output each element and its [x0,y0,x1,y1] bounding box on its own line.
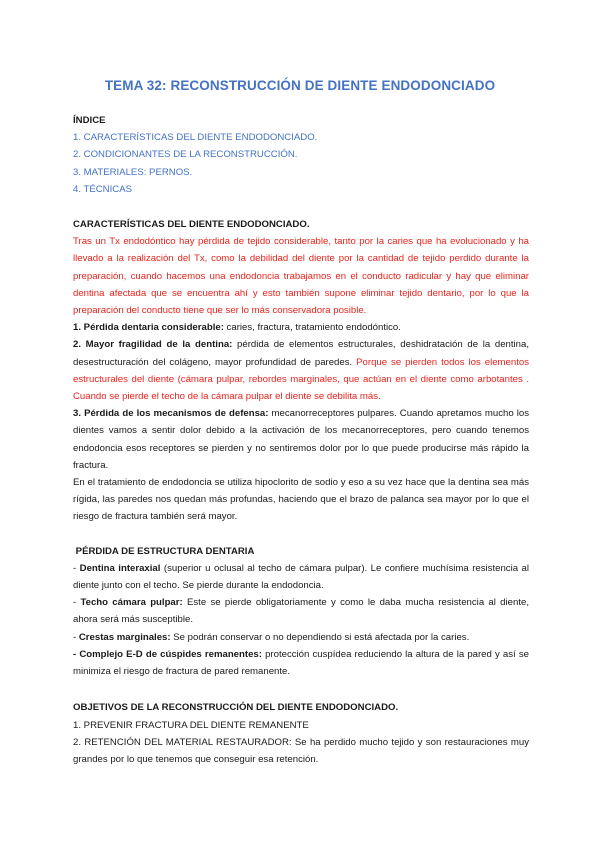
point-3-text: mecanorreceptores pulpares. Cuando apretamos mucho los dientes vamos a sentir dolor debido a la activación de los mecanorreceptores, pero cuando tenemos endodoncia esos receptores se pierden y no sentiremos dolor por lo que puede producirse más rápido la fractura. [73,408,529,471]
item-text: Se podrán conservar o no dependiendo si está afectada por la caries. [170,631,470,643]
point-2-text: pérdida de elementos estructurales, deshidratación de la dentina, desestructuración del colágeno, mayor profundidad de paredes. [73,339,529,368]
structure-loss-item [73,646,529,680]
index-item: 2. CONDICIONANTES DE LA RECONSTRUCCIÓN. [73,149,298,161]
point-3-label: 3. Pérdida de los mecanismos de defensa: [73,408,269,420]
characteristics-intro: Tras un Tx endodóntico hay pérdida de tejido considerable, tanto por la caries que ha evolucionado y ha llevado a la realización del Tx, como la debilidad del diente por la cantidad de tejido perdido durante la preparación, cuando hacemos una endodoncia trabajamos en el conducto radicular y hay que eliminar dentina afectada que se encuentra ahí y esto también supone eliminar tejido dentario, por lo que la preparación del conducto tiene que ser lo más conservadora posible. [73,236,529,317]
structure-loss-item [73,629,529,646]
item-text: (superior u oclusal al techo de cámara pulpar). Le confiere muchísima resistencia al diente junto con el techo. Se pierde durante la endodoncia. [73,562,529,592]
item-label: Crestas marginales: [78,631,171,643]
characteristics-closing: En el tratamiento de endodoncia se utiliza hipoclorito de sodio y eso a su vez hace que la dentina sea más rígida, las paredes nos quedan más profundas, haciendo que el brazo de palanca sea mayor por lo que el riesgo de fractura también será mayor. [73,477,529,523]
structure-loss-item [73,594,529,628]
index-item: 4. TÉCNICAS [73,183,133,195]
point-2 [73,336,529,405]
item-prefix: - [73,631,79,643]
structure-loss-item [73,560,529,594]
item-text: Este se pierde obligatoriamente y como le daba mucha resistencia al diente, ahora será más susceptible. [73,597,529,626]
document-body [73,112,529,768]
item-label: Techo cámara pulpar: [80,597,183,609]
structure-loss-heading-text: PÉRDIDA DE ESTRUCTURA DENTARIA [75,545,255,557]
point-1-text: caries, fractura, tratamiento endodóntico. [223,322,401,334]
objective-item: 2. RETENCIÓN DEL MATERIAL RESTAURADOR: Se ha perdido mucho tejido y son restauraciones muy grandes por lo que tenemos que conseguir esa retención. [73,736,529,765]
item-label: Dentina interaxial [79,562,161,574]
point-1-label: 1. Pérdida dentaria considerable: [73,322,224,334]
item-prefix: - [73,562,80,574]
index-heading: ÍNDICE [73,115,106,126]
item-prefix: - [73,597,81,609]
item-label: - Complejo E-D de cúspides remanentes: [73,648,262,660]
item-text: protección cuspídea reduciendo la altura de la pared y así se minimiza el riesgo de fractura de pared remanente. [73,648,529,678]
point-2-note: Porque se pierden todos los elementos estructurales del diente (cámara pulpar, rebordes marginales, que actúan en el diente como arbotantes . Cuando se pierde el techo de la cámara pulpar el diente se debilita más. [73,356,529,403]
objectives-heading: OBJETIVOS DE LA RECONSTRUCCIÓN DEL DIENTE ENDODONCIADO. [73,702,399,714]
objective-item: 1. PREVENIR FRACTURA DEL DIENTE REMANENTE [73,719,309,731]
point-2-label: 2. Mayor fragilidad de la dentina: [73,339,233,351]
index-item: 1. CARACTERÍSTICAS DEL DIENTE ENDODONCIADO. [73,132,318,144]
structure-loss-heading [73,543,529,560]
document-title: TEMA 32: RECONSTRUCCIÓN DE DIENTE ENDODONCIADO [104,78,496,93]
index-item: 3. MATERIALES: PERNOS. [73,166,193,178]
point-1 [73,319,529,336]
characteristics-heading: CARACTERÍSTICAS DEL DIENTE ENDODONCIADO. [73,219,310,231]
point-3 [73,405,529,474]
